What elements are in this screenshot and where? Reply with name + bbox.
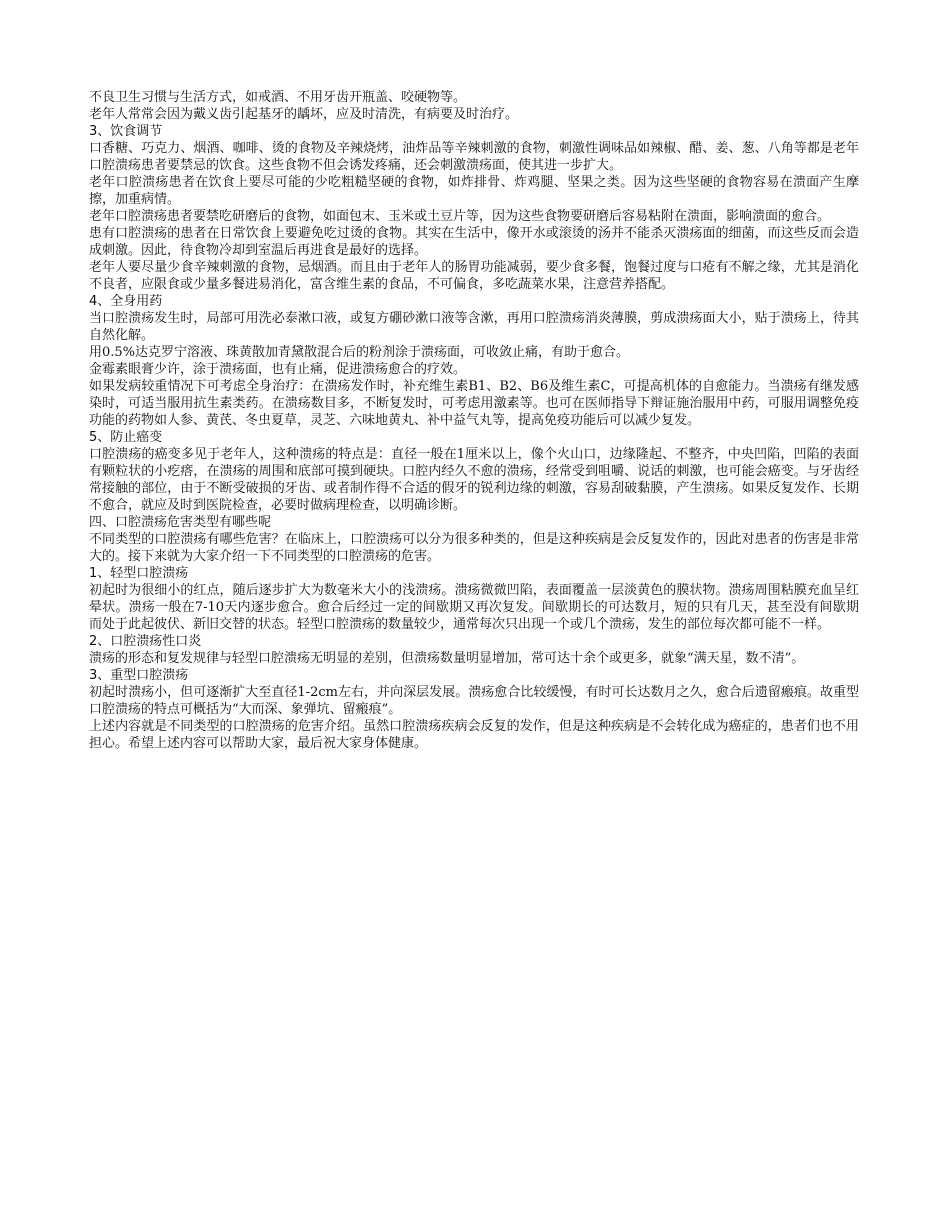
paragraph: 用0.5%达克罗宁溶液、珠黄散加青黛散混合后的粉剂涂于溃疡面，可收敛止痛，有助于愈合。	[89, 345, 630, 360]
section-heading: 2、口腔溃疡性口炎	[89, 634, 202, 649]
paragraph: 老年口腔溃疡患者要禁吃研磨后的食物，如面包末、玉米或土豆片等，因为这些食物要研磨后容易粘附在溃面，影响溃面的愈合。	[89, 209, 831, 224]
section-heading: 1、轻型口腔溃疡	[89, 566, 189, 581]
section-heading: 3、重型口腔溃疡	[89, 668, 189, 683]
paragraph: 老年人要尽量少食辛辣刺激的食物，忌烟酒。而且由于老年人的肠胃功能减弱，要少食多餐，饱餐过度与口疮有不解之缘，尤其是消化不良者，应限食或少量多餐进易消化，富含维生素的食品，不可偏食，多吃蔬菜水果，注意营养搭配。	[89, 260, 859, 292]
paragraph: 患有口腔溃疡的患者在日常饮食上要避免吃过烫的食物。其实在生活中，像开水或滚烫的汤并不能杀灭溃疡面的细菌，而这些反而会造成刺激。因此，待食物冷却到室温后再进食是最好的选择。	[89, 226, 859, 258]
paragraph: 如果发病较重情况下可考虑全身治疗：在溃疡发作时，补充维生素B1、B2、B6及维生素C，可提高机体的自愈能力。当溃疡有继发感染时，可适当服用抗生素类药。在溃疡数目多，不断复发时，可考虑用激素等。也可在医师指导下辩证施治服用中药，可服用调整免疫功能的药物如人参、黄芪、冬虫夏草，灵芝、六味地黄丸、补中益气丸等，提高免疫功能后可以减少复发。	[89, 379, 859, 428]
paragraph: 不同类型的口腔溃疡有哪些危害？在临床上，口腔溃疡可以分为很多种类的，但是这种疾病是会反复发作的，因此对患者的伤害是非常大的。接下来就为大家介绍一下不同类型的口腔溃疡的危害。	[89, 532, 859, 564]
paragraph: 口腔溃疡的癌变多见于老年人，这种溃疡的特点是：直径一般在1厘米以上，像个火山口，边缘隆起、不整齐，中央凹陷，凹陷的表面有颗粒状的小疙瘩，在溃疡的周围和底部可摸到硬块。口腔内经久不愈的溃疡，经常受到咀嚼、说话的刺激，也可能会癌变。与牙齿经常接触的部位，由于不断受破损的牙齿、或者制作得不合适的假牙的锐利边缘的刺激，容易刮破黏膜，产生溃疡。如果反复发作、长期不愈合，就应及时到医院检查，必要时做病理检查，以明确诊断。	[89, 447, 859, 513]
paragraph: 老年人常常会因为戴义齿引起基牙的龋坏，应及时清洗，有病要及时治疗。	[89, 107, 519, 122]
paragraph: 溃疡的形态和复发规律与轻型口腔溃疡无明显的差别，但溃疡数量明显增加，常可达十余个或更多，就象“满天星，数不清”。	[89, 651, 805, 666]
document-body	[89, 89, 859, 752]
paragraph: 上述内容就是不同类型的口腔溃疡的危害介绍。虽然口腔溃疡疾病会反复的发作，但是这种疾病是不会转化成为癌症的，患者们也不用担心。希望上述内容可以帮助大家，最后祝大家身体健康。	[89, 719, 859, 751]
section-heading: 四、口腔溃疡危害类型有哪些呢	[89, 515, 272, 530]
paragraph: 初起时溃疡小，但可逐渐扩大至直径1-2cm左右，并向深层发展。溃疡愈合比较缓慢，有时可长达数月之久，愈合后遗留瘢痕。故重型口腔溃疡的特点可概括为“大而深、象弹坑、留瘢痕”。	[89, 685, 859, 717]
section-heading: 5、防止癌变	[89, 430, 163, 445]
paragraph: 老年口腔溃疡患者在饮食上要尽可能的少吃粗糙坚硬的食物，如炸排骨、炸鸡腿、坚果之类。因为这些坚硬的食物容易在溃面产生摩擦，加重病情。	[89, 175, 859, 207]
section-heading: 3、饮食调节	[89, 124, 163, 139]
paragraph: 初起时为很细小的红点，随后逐步扩大为数毫米大小的浅溃疡。溃疡微微凹陷，表面覆盖一层淡黄色的膜状物。溃疡周围粘膜充血呈红晕状。溃疡一般在7-10天内逐步愈合。愈合后经过一定的间歇期又再次复发。间歇期长的可达数月，短的只有几天，甚至没有间歇期而处于此起彼伏、新旧交替的状态。轻型口腔溃疡的数量较少，通常每次只出现一个或几个溃疡，发生的部位每次都可能不一样。	[89, 583, 859, 632]
paragraph: 金霉素眼膏少许，涂于溃疡面，也有止痛，促进溃疡愈合的疗效。	[89, 362, 467, 377]
paragraph: 不良卫生习惯与生活方式，如戒酒、不用牙齿开瓶盖、咬硬物等。	[89, 90, 467, 105]
paragraph: 当口腔溃疡发生时，局部可用洗必泰漱口液，或复方硼砂漱口液等含漱，再用口腔溃疡消炎薄膜，剪成溃疡面大小，贴于溃疡上，待其自然化解。	[89, 311, 859, 343]
paragraph: 口香糖、巧克力、烟酒、咖啡、烫的食物及辛辣烧烤，油炸品等辛辣刺激的食物，刺激性调味品如辣椒、醋、姜、葱、八角等都是老年口腔溃疡患者要禁忌的饮食。这些食物不但会诱发疼痛，还会刺激溃疡面，使其进一步扩大。	[89, 141, 859, 173]
section-heading: 4、全身用药	[89, 294, 163, 309]
